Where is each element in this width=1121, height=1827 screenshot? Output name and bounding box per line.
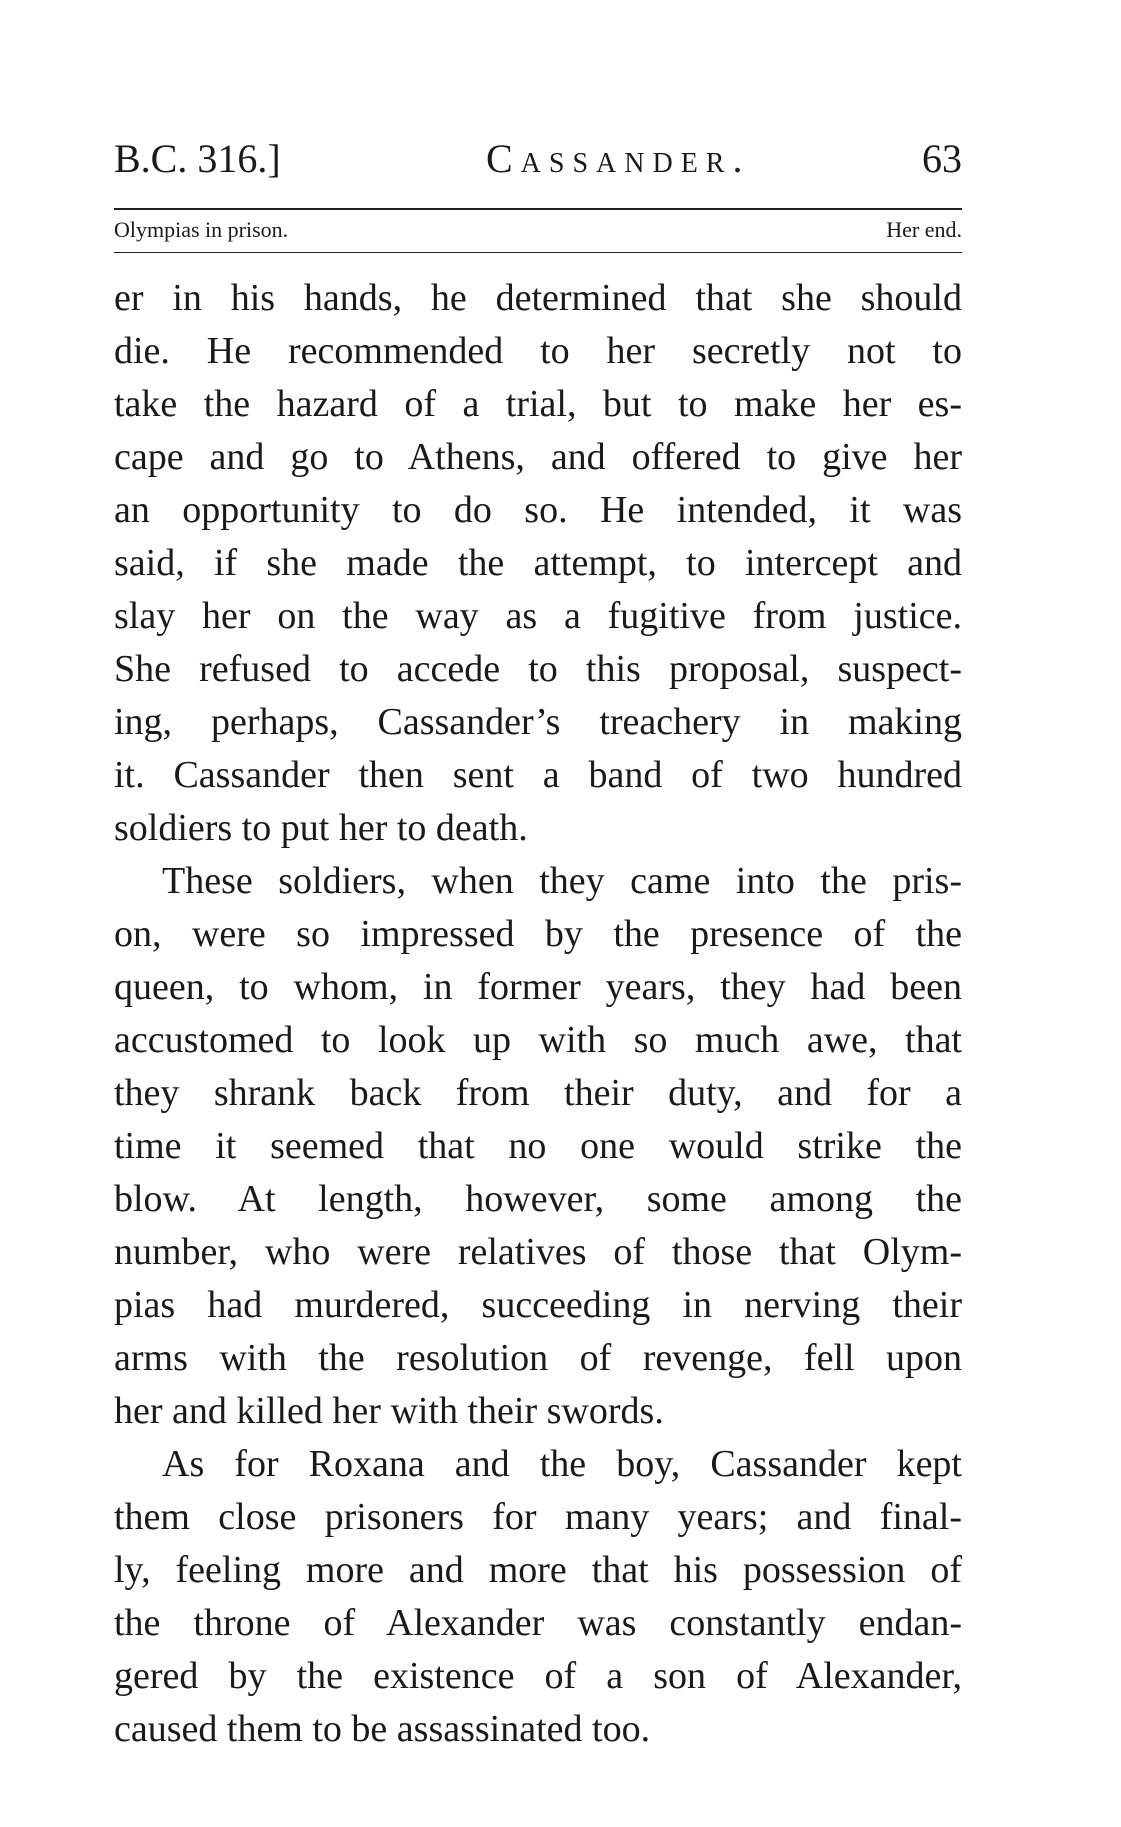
page-number: 63 (922, 136, 962, 181)
text-line: ing, perhaps, Cassander’s treachery in making (114, 701, 962, 743)
text-line: said, if she made the attempt, to intercept and (114, 542, 962, 584)
running-title: Cassander. (486, 136, 751, 181)
paragraph (114, 855, 962, 1438)
text-line: take the hazard of a trial, but to make her es- (114, 383, 962, 425)
running-head (114, 134, 962, 184)
text-line: ly, feeling more and more that his possession of (114, 1549, 962, 1591)
header-rule-bottom (114, 252, 962, 253)
side-notes (114, 212, 962, 248)
paragraph (114, 1438, 962, 1756)
text-line: on, were so impressed by the presence of the (114, 913, 962, 955)
header-rule-top (114, 208, 962, 210)
body-text (114, 272, 962, 1756)
text-line: These soldiers, when they came into the pris- (162, 860, 962, 902)
text-line: blow. At length, however, some among the (114, 1178, 962, 1220)
text-line: queen, to whom, in former years, they had been (114, 966, 962, 1008)
paragraph (114, 272, 962, 855)
text-line: soldiers to put her to death. (114, 807, 528, 849)
text-line: accustomed to look up with so much awe, that (114, 1019, 962, 1061)
text-line: time it seemed that no one would strike the (114, 1125, 962, 1167)
text-line: an opportunity to do so. He intended, it was (114, 489, 962, 531)
text-line: As for Roxana and the boy, Cassander kept (162, 1443, 962, 1485)
chapter-date: B.C. 316.] (114, 136, 281, 181)
text-line: it. Cassander then sent a band of two hundred (114, 754, 962, 796)
text-line: they shrank back from their duty, and for a (114, 1072, 962, 1114)
text-line: er in his hands, he determined that she should (114, 277, 962, 319)
text-line: arms with the resolution of revenge, fell upon (114, 1337, 962, 1379)
text-line: slay her on the way as a fugitive from justice. (114, 595, 962, 637)
text-line: the throne of Alexander was constantly endan- (114, 1602, 962, 1644)
text-line: them close prisoners for many years; and final- (114, 1496, 962, 1538)
text-line: gered by the existence of a son of Alexander, (114, 1655, 962, 1697)
text-line: She refused to accede to this proposal, suspect- (114, 648, 962, 690)
side-note-right: Her end. (886, 217, 962, 242)
text-line: caused them to be assassinated too. (114, 1708, 651, 1750)
text-line: number, who were relatives of those that Olym- (114, 1231, 962, 1273)
text-line: cape and go to Athens, and offered to give her (114, 436, 962, 478)
text-line: die. He recommended to her secretly not to (114, 330, 962, 372)
side-note-left: Olympias in prison. (114, 217, 289, 242)
text-line: pias had murdered, succeeding in nerving their (114, 1284, 962, 1326)
text-line: her and killed her with their swords. (114, 1390, 664, 1432)
